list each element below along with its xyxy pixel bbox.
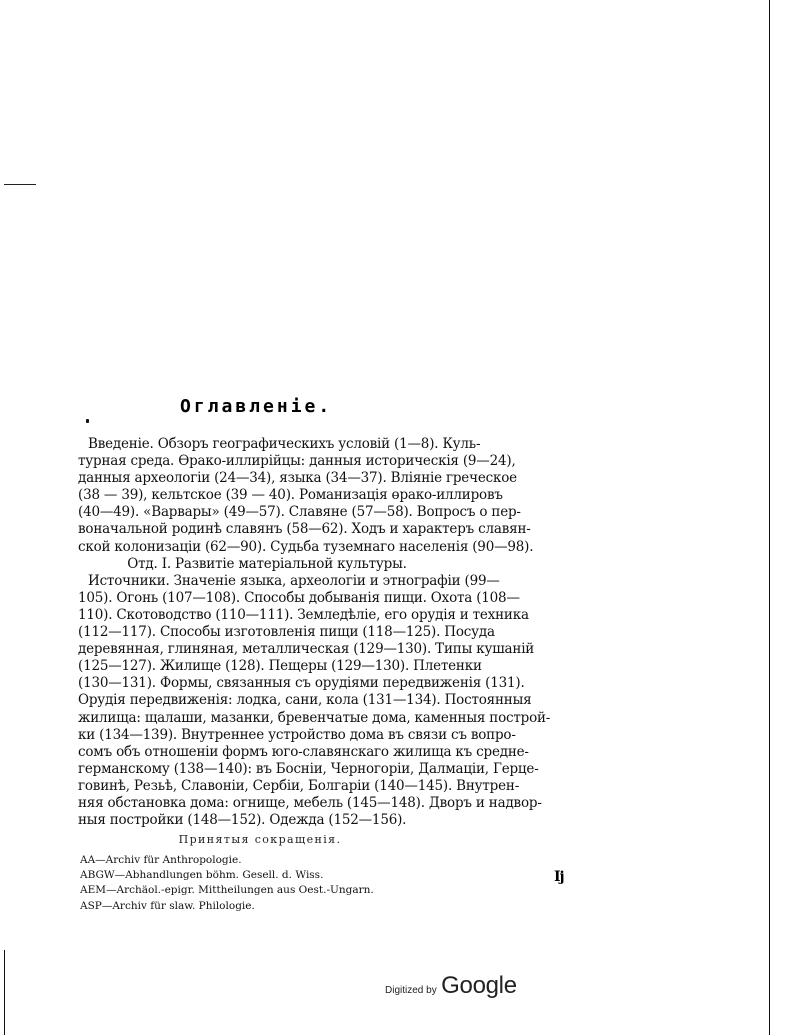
toc-line: Источники. Значеніе языка, археологіи и этнографіи (99— <box>88 572 500 589</box>
toc-line: воначальной родинѣ славянъ (58—62). Ходъ и характеръ славян- <box>78 521 531 538</box>
toc-line: говинѣ, Резьѣ, Славоніи, Сербіи, Болгаріи (140—145). Внутрен- <box>78 777 520 794</box>
scan-edge-mark-top-left <box>4 184 36 185</box>
toc-line: (125—127). Жилище (128). Пещеры (129—130). Плетенки <box>78 658 482 675</box>
toc-line: (38 — 39), кельтское (39 — 40). Романизація өрако-иллировъ <box>78 487 503 504</box>
margin-mark: Ij <box>554 869 564 885</box>
abbreviation-item: AA—Archiv für Anthropologie. <box>80 854 242 866</box>
scan-edge-line-right <box>769 0 770 1035</box>
toc-line: сомъ объ отношеніи формъ юго-славянскаго жилища къ средне- <box>78 743 529 760</box>
digitized-by-label: Digitized by <box>385 985 437 996</box>
abbreviations-list <box>80 853 374 914</box>
toc-line: 105). Огонь (107—108). Способы добыванія пищи. Охота (108— <box>78 589 520 606</box>
google-logo-text: Google <box>441 972 517 999</box>
page-title: Оглавленіе. <box>180 396 333 417</box>
toc-line: няя обстановка дома: огнище, мебель (145—148). Дворъ и надвор- <box>78 794 542 811</box>
table-of-contents <box>78 436 551 829</box>
intro-paragraph <box>78 436 534 556</box>
abbreviation-item: ABGW—Abhandlungen böhm. Gesell. d. Wiss. <box>80 869 324 882</box>
toc-line: германскому (138—140): въ Босніи, Черногоріи, Далмаціи, Герце- <box>78 760 539 777</box>
toc-line: Введеніе. Обзоръ географическихъ условій (1—8). Куль- <box>88 436 481 452</box>
section-paragraph <box>78 572 551 829</box>
section-heading-row <box>78 556 456 573</box>
toc-line: (130—131). Формы, связанныя съ орудіями передвиженія (131). <box>78 675 525 692</box>
abbreviation-item: ASP—Archiv für slaw. Philologie. <box>80 899 255 912</box>
toc-line: деревянная, глиняная, металлическая (129—130). Типы кушаній <box>78 641 535 658</box>
toc-line: (112—117). Способы изготовленія пищи (118—125). Посуда <box>78 624 495 641</box>
toc-line: ской колонизаціи (62—90). Судьба туземнаго населенія (90—98). <box>78 538 534 555</box>
abbreviations-heading: Принятыя сокращенія. <box>178 833 342 846</box>
toc-line: турная среда. Өрако-иллирійцы: данныя историческія (9—24), <box>78 453 516 470</box>
toc-line: жилища: щалаши, мазанки, бревенчатые дома, каменныя построй- <box>78 709 551 726</box>
abbreviation-item: AEM—Archäol.-epigr. Mittheilungen aus Oest.-Ungarn. <box>80 884 374 897</box>
toc-line: 110). Скотоводство (110—111). Земледѣліе, его орудія и техника <box>78 606 529 623</box>
section-heading: Отд. I. Развитіе матеріальной культуры. <box>127 555 407 572</box>
toc-line: Орудія передвиженія: лодка, сани, кола (131—134). Постоянныя <box>78 692 532 709</box>
ink-speck <box>86 419 89 423</box>
toc-line: ныя постройки (148—152). Одежда (152—156). <box>78 812 407 829</box>
toc-line: данныя археологіи (24—34), языка (34—37). Вліяніе греческое <box>78 470 517 487</box>
toc-line: ки (134—139). Внутреннее устройство дома въ связи съ вопро- <box>78 726 516 743</box>
toc-line: (40—49). «Варвары» (49—57). Славяне (57—58). Вопросъ о пер- <box>78 504 521 521</box>
digitized-by-google-watermark <box>385 972 517 1000</box>
scan-edge-line-bottom-left <box>4 950 5 1035</box>
